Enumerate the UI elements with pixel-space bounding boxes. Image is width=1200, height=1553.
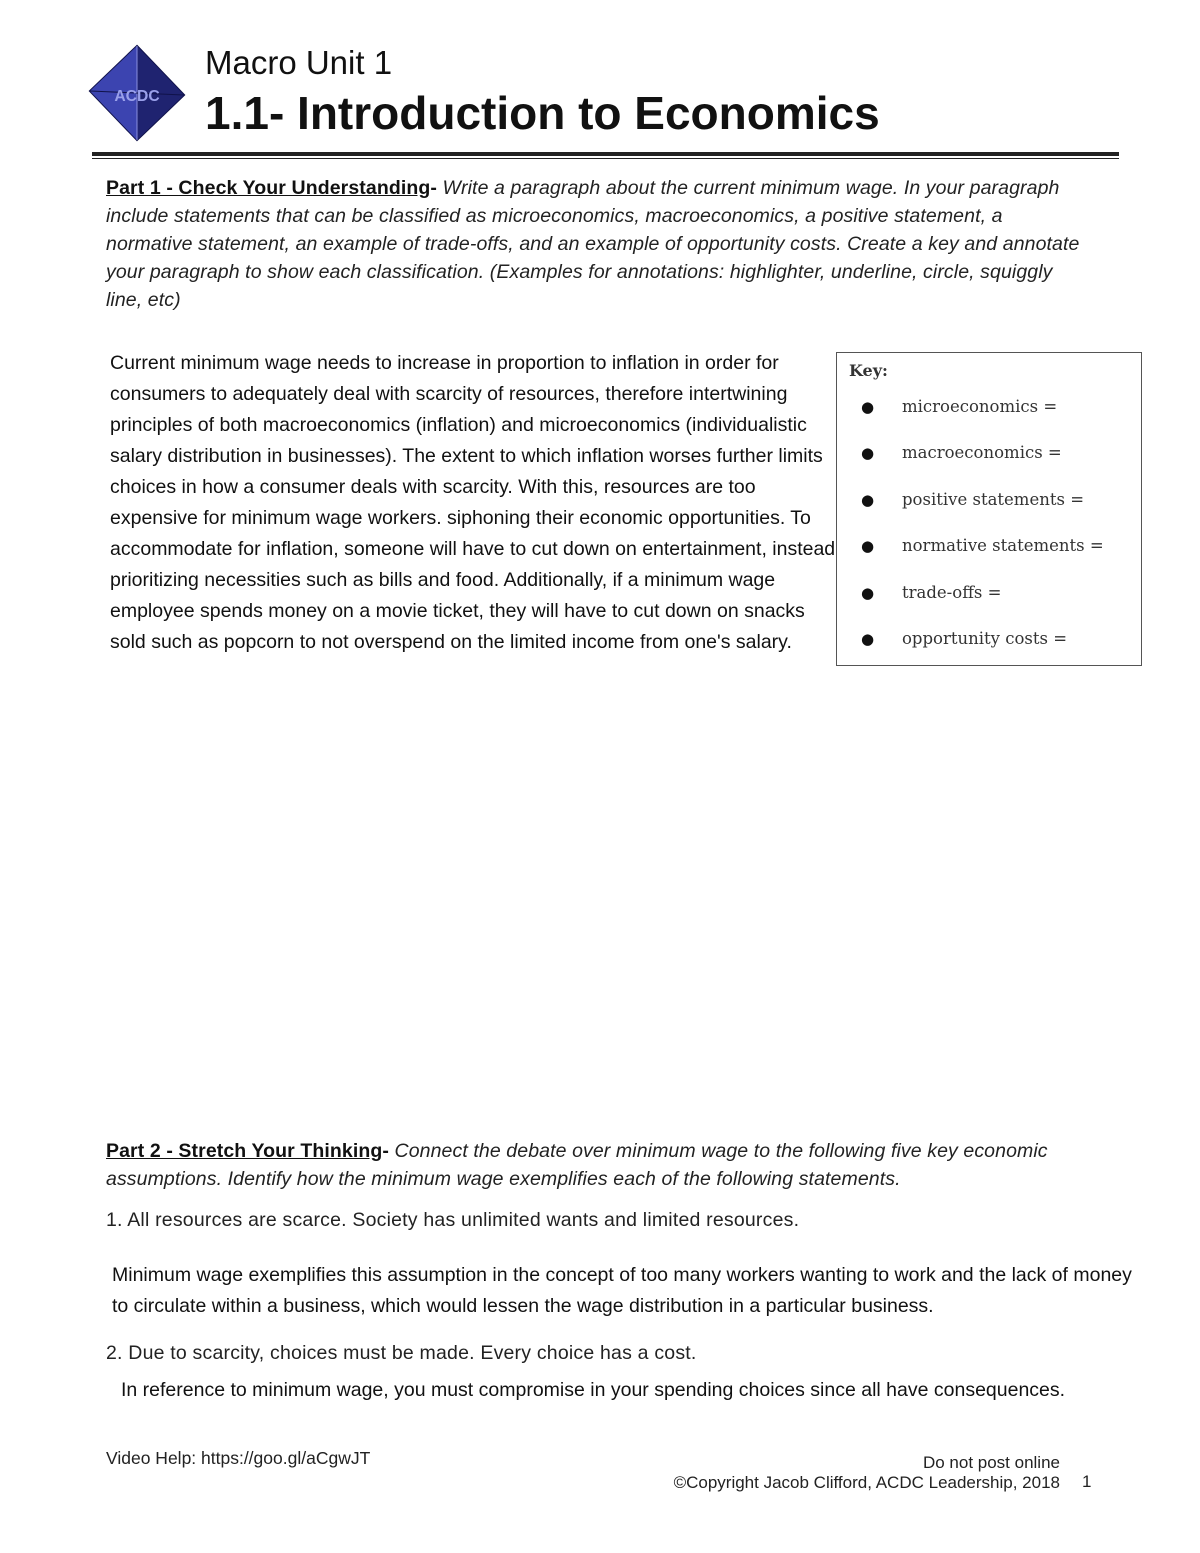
logo-text: ACDC <box>114 87 160 105</box>
bullet-icon: ● <box>861 444 875 462</box>
part1-instructions <box>106 174 1091 314</box>
copyright-notice: ©Copyright Jacob Clifford, ACDC Leadership, 2018 <box>673 1473 1060 1492</box>
part1-dash: - <box>430 177 437 199</box>
key-item-microeconomics: ● microeconomics = <box>861 397 1058 416</box>
bullet-icon: ● <box>861 584 875 602</box>
title-rule-thick <box>92 152 1119 156</box>
assumption-1: 1. All resources are scarce. Society has unlimited wants and limited resources. <box>106 1209 800 1231</box>
assumption-2-answer: In reference to minimum wage, you must compromise in your spending choices since all have consequences. <box>121 1379 1066 1401</box>
key-item-macroeconomics: ● macroeconomics = <box>861 443 1062 462</box>
bullet-icon: ● <box>861 537 875 555</box>
page-title: 1.1- Introduction to Economics <box>205 87 880 139</box>
key-item-positive-statements: ● positive statements = <box>861 490 1085 509</box>
do-not-post-notice: Do not post online <box>922 1453 1060 1472</box>
key-item-normative-statements: ● normative statements = <box>861 536 1104 555</box>
part1-instruction-text: Write a paragraph about the current minimum wage. In your paragraph include statements that can be classified as microeconomics, macroeconomics, a positive statement, a normative statement, an example of trade-offs, and an example of opportunity costs. Create a key and annotate your paragraph to show each classification. (Examples for annotations: highlighter, underline, circle, squiggly line, etc) <box>106 177 1080 311</box>
bullet-icon: ● <box>861 630 875 648</box>
video-help-link[interactable]: Video Help: https://goo.gl/aCgwJT <box>106 1448 371 1468</box>
part2-instructions <box>106 1137 1106 1193</box>
part1-heading: Part 1 - Check Your Understanding <box>106 177 431 199</box>
part2-dash: - <box>382 1140 389 1162</box>
page-number: 1 <box>1082 1472 1092 1491</box>
unit-label: Macro Unit 1 <box>205 44 393 81</box>
key-title: Key: <box>849 361 888 380</box>
part1-answer: Current minimum wage needs to increase in proportion to inflation in order for consumers to adequately deal with scarcity of resources, therefore intertwining principles of both macroeconomics (inflation) and microeconomics (individualistic salary distribution in businesses). The extent to which inflation worses further limits choices in how a consumer deals with scarcity. With this, resources are too expensive for minimum wage workers. siphoning their economic opportunities. To accommodate for inflation, someone will have to cut down on entertainment, instead prioritizing necessities such as bills and food. Additionally, if a minimum wage employee spends money on a movie ticket, they will have to cut down on snacks sold such as popcorn to not overspend on the limited income from one's salary. <box>110 352 836 653</box>
annotation-key <box>836 352 1142 666</box>
title-rule-thin <box>92 158 1119 159</box>
part2-instruction-text: Connect the debate over minimum wage to the following five key economic assumptions. Identify how the minimum wage exemplifies each of the following statements. <box>106 1140 1048 1190</box>
key-item-trade-offs: ● trade-offs = <box>861 583 1002 602</box>
assumption-1-answer: Minimum wage exemplifies this assumption in the concept of too many workers wanting to work and the lack of money to circulate within a business, which would lessen the wage distribution in a particular business. <box>112 1264 1132 1317</box>
acdc-pyramid-logo <box>88 44 186 142</box>
key-item-opportunity-costs: ● opportunity costs = <box>861 629 1068 648</box>
assumption-2: 2. Due to scarcity, choices must be made. Every choice has a cost. <box>106 1342 697 1364</box>
part2-heading: Part 2 - Stretch Your Thinking <box>106 1140 383 1162</box>
bullet-icon: ● <box>861 398 875 416</box>
bullet-icon: ● <box>861 491 875 509</box>
